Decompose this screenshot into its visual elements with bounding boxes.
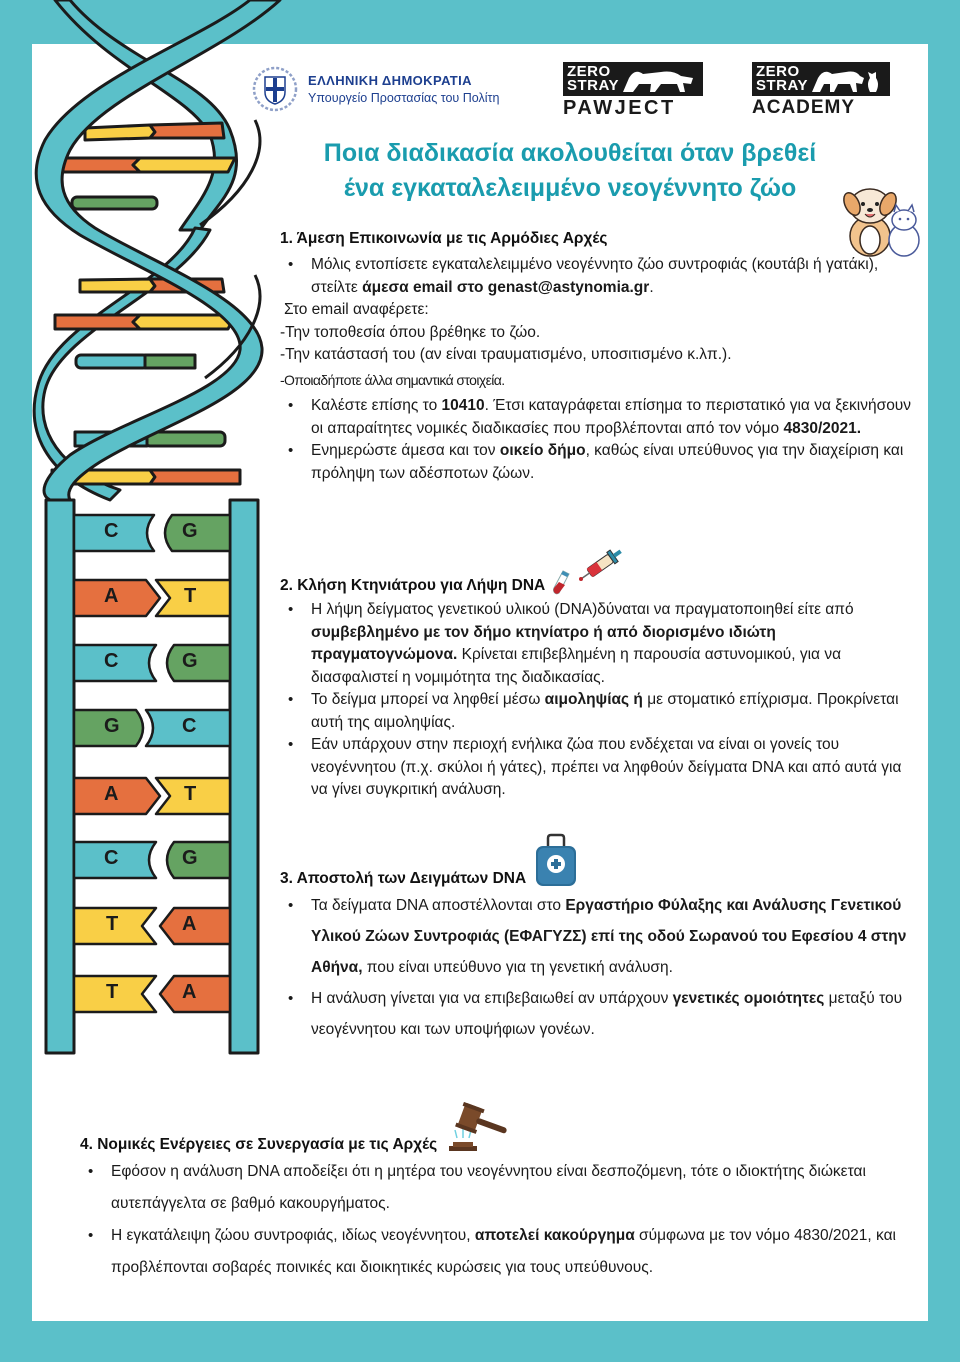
felony-emphasis: αποτελεί κακούργημα bbox=[474, 1227, 635, 1244]
logo-word-zero: ZERO bbox=[756, 63, 800, 80]
section-4-bullet-2 bbox=[80, 1220, 920, 1284]
blood-sample-emphasis: αιμοληψίας ή bbox=[544, 691, 643, 708]
base-right: G bbox=[182, 847, 198, 869]
text: Κρίνεται επιβεβλημένη η παρουσία αστυνομικού, για να διασφαλιστεί η νομιμότητα της διαδικασίας. bbox=[311, 646, 842, 686]
lab-address-emphasis: Εργαστήριο Φύλαξης και Ανάλυσης Γενετικού Υλικού Ζώων Συντροφιάς (ΕΦΑΓΥΖΣ) επί της οδού Σωρανού του Εφεσίου 4 στην Αθήνα, bbox=[311, 897, 907, 976]
base-right: T bbox=[184, 783, 197, 805]
email-detail-location: -Την τοποθεσία όπου βρέθηκε το ζώο. bbox=[280, 323, 541, 341]
text: . bbox=[649, 278, 654, 296]
base-right: C bbox=[182, 715, 197, 737]
judge-gavel-icon bbox=[443, 1102, 513, 1154]
base-left: C bbox=[104, 520, 119, 542]
genetic-similarity-emphasis: γενετικές ομοιότητες bbox=[672, 990, 825, 1007]
gov-logo bbox=[252, 66, 499, 112]
logo-word-stray: STRAY bbox=[756, 77, 808, 94]
base-right: G bbox=[182, 520, 198, 542]
base-right: T bbox=[184, 585, 197, 607]
base-right: G bbox=[182, 650, 198, 672]
section-2-bullet-2 bbox=[280, 689, 920, 734]
section-1-bullet-3 bbox=[280, 440, 920, 485]
base-left: A bbox=[104, 783, 119, 805]
gov-logo-title: ΕΛΛΗΝΙΚΗ ΔΗΜΟΚΡΑΤΙΑ bbox=[308, 73, 472, 88]
text: Η ανάλυση γίνεται για να επιβεβαιωθεί αν υπάρχουν bbox=[311, 990, 673, 1007]
phone-number: 10410 bbox=[441, 397, 485, 414]
section-1 bbox=[280, 230, 920, 485]
section-1-bullet-2 bbox=[280, 395, 920, 440]
text: , καθώς είναι υπεύθυνος για την διαχείριση και πρόληψη των αδέσποτων ζώων. bbox=[311, 442, 904, 482]
section-2 bbox=[280, 545, 920, 802]
text: Η λήψη δείγματος γενετικού υλικού (DNA)δύναται να πραγματοποιηθεί είτε από bbox=[311, 601, 854, 618]
zero-stray-academy-logo bbox=[752, 62, 890, 119]
base-left: C bbox=[104, 847, 119, 869]
section-2-bullet-3: • Εάν υπάρχουν στην περιοχή ενήλικα ζώα που ενδέχεται να είναι οι γονείς του νεογέννητου (π.χ. σκύλοι ή γάτες), πρέπει να ληφθούν δείγματα DNA και από αυτά για να γίνει συγκριτική ανάλυση. bbox=[280, 734, 920, 802]
text: Τα δείγματα DNA αποστέλλονται στο bbox=[311, 897, 566, 914]
gov-logo-subtitle: Υπουργείο Προστασίας του Πολίτη bbox=[308, 91, 500, 105]
section-3-bullet-2 bbox=[280, 983, 920, 1045]
text: που είναι υπεύθυνο για τη γενετική ανάλυση. bbox=[362, 959, 673, 976]
page-title bbox=[250, 136, 890, 206]
email-detail-other: -Οποιαδήποτε άλλα σημαντικά στοιχεία. bbox=[280, 371, 505, 388]
section-3-bullet-1 bbox=[280, 890, 920, 983]
text: . Έτσι καταγράφεται επίσημα το περιστατικό για να ξεκινήσουν οι απαραίτητες νομικές διαδικασίες που προβλέπονται από τον νόμο bbox=[311, 397, 912, 437]
email-intro: Στο email αναφέρετε: bbox=[284, 301, 429, 318]
text: Ενημερώστε άμεσα και τον bbox=[311, 442, 500, 459]
base-right: A bbox=[182, 913, 197, 935]
base-left: C bbox=[104, 650, 119, 672]
section-4-bullet-1: • Εφόσον η ανάλυση DNA αποδείξει ότι η μητέρα του νεογέννητου είναι δεσποζόμενη, τότε ο ιδιοκτήτης διώκεται αυτεπάγγελτα σε βαθμό κακουργήματος. bbox=[80, 1156, 920, 1220]
section-3-heading: 3. Αποστολή των Δειγμάτων DNA bbox=[280, 870, 527, 887]
text: Μόλις εντοπίσετε εγκαταλελειμμένο νεογέννητο ζώο συντροφιάς (κουτάβι ή γατάκι), στείλτε bbox=[311, 256, 879, 296]
logo-word-stray: STRAY bbox=[567, 77, 619, 94]
text: Καλέστε επίσης το bbox=[311, 397, 442, 414]
blood-sample-tube-icon bbox=[551, 569, 571, 595]
section-2-bullet-1 bbox=[280, 599, 920, 689]
syringe-icon bbox=[573, 545, 629, 585]
text: με στοματικό επίχρισμα. Προκρίνεται αυτή της αιμοληψίας. bbox=[311, 691, 899, 731]
section-3 bbox=[280, 832, 920, 1045]
section-4 bbox=[80, 1102, 920, 1284]
medical-kit-icon bbox=[534, 832, 578, 888]
base-left: A bbox=[104, 585, 119, 607]
logo-word-zero: ZERO bbox=[567, 63, 611, 80]
email-detail-condition: -Την κατάστασή του (αν είναι τραυματισμένο, υποσιτισμένο κ.λπ.). bbox=[280, 346, 732, 363]
section-1-bullet-1 bbox=[280, 254, 920, 299]
section-2-heading: 2. Κλήση Κτηνιάτρου για Λήψη DNA bbox=[280, 577, 546, 594]
email-instruction: άμεσα email στο genast@astynomia.gr bbox=[362, 278, 650, 296]
base-right: A bbox=[182, 981, 197, 1003]
municipality-emphasis: οικείο δήμο bbox=[499, 442, 586, 459]
text: σύμφωνα με τον νόμο 4830/2021, και προβλέπονται σοβαρές ποινικές και διοικητικές κυρώσεις για τους υπεύθυνους. bbox=[111, 1227, 896, 1276]
text: μεταξύ του νεογέννητου και των υποψήφιων γονέων. bbox=[311, 990, 903, 1038]
dna-ladder bbox=[74, 510, 230, 1050]
title-line-2: ένα εγκαταλελειμμένο νεογέννητο ζώο bbox=[343, 174, 797, 202]
section-1-heading: 1. Άμεση Επικοινωνία με τις Αρμόδιες Αρχές bbox=[280, 230, 608, 247]
law-number: 4830/2021. bbox=[783, 419, 862, 437]
logo-word-pawject: PAWJECT bbox=[563, 97, 676, 119]
section-4-heading: 4. Νομικές Ενέργειες σε Συνεργασία με τις Αρχές bbox=[80, 1136, 438, 1153]
title-line-1: Ποια διαδικασία ακολουθείται όταν βρεθεί bbox=[323, 139, 817, 167]
base-left: T bbox=[106, 981, 119, 1003]
vet-emphasis: συμβεβλημένο με τον δήμο κτηνίατρο ή από διορισμένο ιδιώτη πραγματογνώμονα. bbox=[311, 623, 776, 663]
base-left: G bbox=[104, 715, 120, 737]
text: Η εγκατάλειψη ζώου συντροφιάς, ιδίως νεογέννητου, bbox=[111, 1227, 475, 1244]
dog-silhouette-icon bbox=[621, 64, 699, 94]
dog-and-cat-silhouette-icon bbox=[810, 64, 886, 94]
zero-stray-pawject-logo bbox=[563, 62, 703, 119]
logo-word-academy: ACADEMY bbox=[752, 97, 856, 118]
greek-coat-of-arms-icon bbox=[252, 66, 298, 112]
base-left: T bbox=[106, 913, 119, 935]
text: Το δείγμα μπορεί να ληφθεί μέσω bbox=[311, 691, 545, 708]
